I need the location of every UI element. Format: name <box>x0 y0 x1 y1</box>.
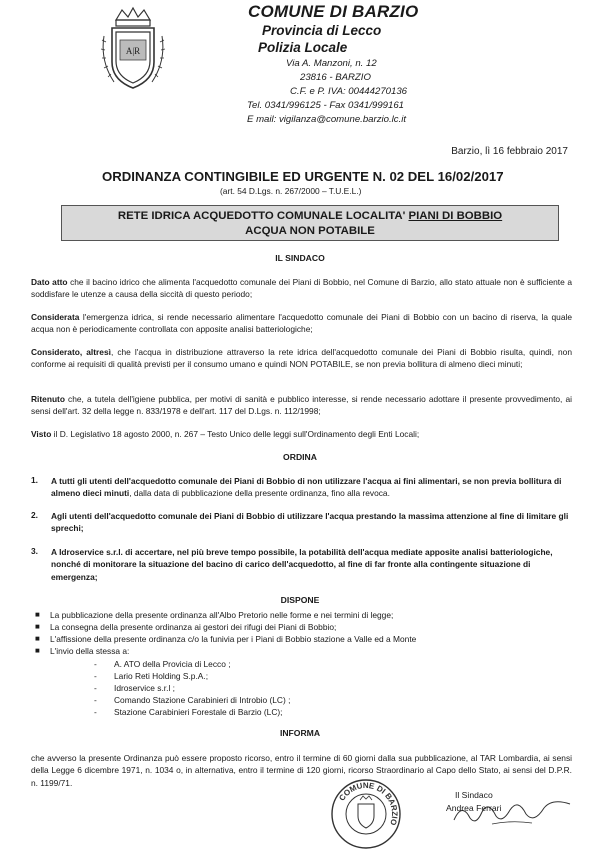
bullet-icon: ■ <box>35 634 40 643</box>
dash-icon: - <box>94 707 97 717</box>
banner-line-2: ACQUA NON POTABILE <box>245 225 375 237</box>
dash-icon: - <box>94 659 97 669</box>
preamble-text: , che l'acqua in distribuzione attraverso la rete idrica dell'acquedotto comunale dei Piani di Bobbio risulta, quindi, non conforme ai requisiti di qualità previsti per il consumo umano e quindi NON POTABILE, se non previa bollitura di almeno dieci minuti; <box>31 347 572 370</box>
preamble-lead: Considerato, altresì <box>31 347 111 357</box>
bullet-icon: ■ <box>35 610 40 619</box>
ordina-item-bold: Agli utenti dell'acquedotto comunale dei Piani di Bobbio di utilizzare l'acqua prestando la massima attenzione al fine di limitare gli sprechi; <box>51 511 569 534</box>
preamble-text: che, a tutela dell'igiene pubblica, per motivi di sanità e pubblico interesse, si rende necessario adottare il presente provvedimento, ai sensi dell'art. 32 della legge n. 833/1978 e dell'art. 117 del D.Lgs. n. 112/1998; <box>31 394 572 417</box>
subject-banner <box>61 205 559 241</box>
signature-role: Il Sindaco <box>455 790 493 800</box>
informa-text: che avverso la presente Ordinanza può essere proposto ricorso, entro il termine di 60 giorni dalla sua pubblicazione, al TAR Lombardia, ai sensi della Legge 6 dicembre 1971, n. 1034 o, in alternativa, entro il termine di 120 giorni, ricorso Straordinario al Capo dello Stato, ai sensi del D.P.R. n. 1199/71. <box>31 753 572 788</box>
preamble-text: l'emergenza idrica, si rende necessario alimentare l'acquedotto comunale dei Piani di Bobbio con un bacino di riserva, la quale acqua non è periodicamente controllata con apposite analisi batteriologiche; <box>31 312 572 335</box>
phone-fax-line: Tel. 0341/996125 - Fax 0341/999161 <box>247 100 405 111</box>
preamble-lead: Visto <box>31 429 52 439</box>
ordina-item-1 <box>51 475 571 500</box>
preamble-visto <box>31 428 572 440</box>
ordina-item-2 <box>51 510 571 535</box>
province-name: Provincia di Lecco <box>262 23 382 38</box>
informa-heading: INFORMA <box>279 728 321 738</box>
dispone-bullet: L'affissione della presente ordinanza c/o la funivia per i Piani di Bobbio stazione a Valle ed a Monte <box>50 634 417 644</box>
dash-icon: - <box>94 695 97 705</box>
banner-locality: PIANI DI BOBBIO <box>408 210 503 222</box>
banner-prefix: RETE IDRICA ACQUEDOTTO COMUNALE LOCALITA' <box>117 210 409 222</box>
bullet-icon: ■ <box>35 646 40 655</box>
dispone-bullet: La consegna della presente ordinanza ai gestori dei rifugi dei Piani di Bobbio; <box>50 622 337 632</box>
banner-line-1 <box>62 209 558 224</box>
preamble-text: che il bacino idrico che alimenta l'acquedotto comunale dei Piani di Bobbio, nel Comune di Barzio, allo stato attuale non è sufficiente a soddisfare le utenze a causa della siccità di questo periodo; <box>31 277 572 300</box>
municipality-title: COMUNE DI BARZIO <box>248 2 419 21</box>
ordina-item-3 <box>51 546 571 583</box>
signature-name: Andrea Ferrari <box>446 803 502 813</box>
dash-icon: - <box>94 683 97 693</box>
preamble-lead: Ritenuto <box>31 394 65 404</box>
recipient-item: Stazione Carabinieri Forestale di Barzio (LC); <box>114 707 283 717</box>
ordinance-title: ORDINANZA CONTINGIBILE ED URGENTE N. 02 DEL 16/02/2017 <box>102 169 504 184</box>
tax-code-line: C.F. e P. IVA: 00444270136 <box>290 86 407 97</box>
department-name: Polizia Locale <box>258 40 348 55</box>
crest-letters: A|R <box>125 46 141 56</box>
recipient-item: Idroservice s.r.l ; <box>114 683 175 693</box>
address-line: Via A. Manzoni, n. 12 <box>286 58 377 69</box>
preamble-lead: Dato atto <box>31 277 68 287</box>
ordina-item-bold: A Idroservice s.r.l. di accertare, nel più breve tempo possibile, la potabilità dell'acqua mediate apposite analisi batteriologiche, nonché di monitorare la situazione del bacino di carico dell'acquedotto, al fine di far fronte alla contingente situazione di emergenza; <box>51 547 553 582</box>
preamble-considerato <box>31 346 572 371</box>
ordinance-subtitle: (art. 54 D.Lgs. n. 267/2000 – T.U.E.L.) <box>220 186 362 196</box>
recipient-item: A. ATO della Provicia di Lecco ; <box>114 659 231 669</box>
dispone-heading: DISPONE <box>280 595 320 605</box>
ordina-item-number: 3. <box>31 546 38 556</box>
email-line: E mail: vigilanza@comune.barzio.lc.it <box>247 114 407 125</box>
preamble-dato-atto <box>31 276 572 301</box>
il-sindaco-heading: IL SINDACO <box>275 253 325 263</box>
dispone-bullet: L'invio della stessa a: <box>50 646 130 656</box>
preamble-lead: Considerata <box>31 312 80 322</box>
ordina-item-number: 2. <box>31 510 38 520</box>
cap-city-line: 23816 - BARZIO <box>300 72 371 83</box>
dispone-bullet: La pubblicazione della presente ordinanza all'Albo Pretorio nelle forme e nei termini di legge; <box>50 610 394 620</box>
preamble-ritenuto <box>31 393 572 418</box>
ordina-item-number: 1. <box>31 475 38 485</box>
preamble-considerata <box>31 311 572 336</box>
ordina-item-bold: A tutti gli utenti dell'acquedotto comunale dei Piani di Bobbio di non utilizzare l'acqua ai fini alimentari, se non previa bollitura di almeno dieci minuti <box>51 476 562 499</box>
municipal-crest-icon <box>100 6 166 92</box>
ordina-heading: ORDINA <box>283 452 317 462</box>
municipal-stamp-icon <box>330 778 402 850</box>
date-line: Barzio, lì 16 febbraio 2017 <box>451 146 568 157</box>
recipient-item: Comando Stazione Carabinieri di Introbio (LC) ; <box>114 695 291 705</box>
stamp-text: COMUNE DI BARZIO <box>337 780 400 827</box>
recipient-item: Lario Reti Holding S.p.A.; <box>114 671 209 681</box>
dash-icon: - <box>94 671 97 681</box>
bullet-icon: ■ <box>35 622 40 631</box>
preamble-text: il D. Legislativo 18 agosto 2000, n. 267 – Testo Unico delle leggi sull'Ordinamento degli Enti Locali; <box>51 429 420 439</box>
ordina-item-normal: , dalla data di pubblicazione della presente ordinanza, fino alla revoca. <box>129 488 390 499</box>
